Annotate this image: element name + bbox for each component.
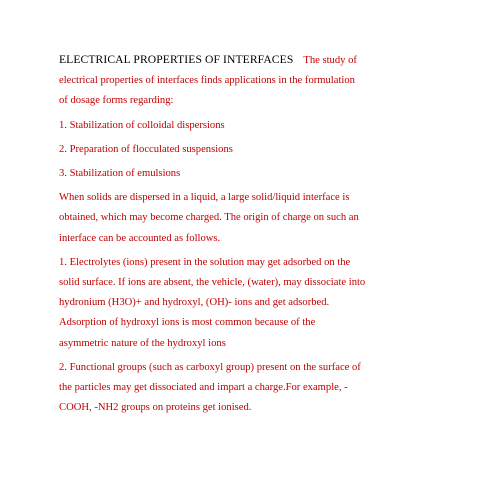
point-2-line-3: COOH, -NH2 groups on proteins get ionised.: [59, 402, 252, 414]
point-1-line-3: hydronium (H3O)+ and hydroxyl, (OH)- ions and get adsorbed.: [59, 297, 330, 309]
intro-line-2: electrical properties of interfaces finds applications in the formulation: [59, 75, 355, 87]
point-2-line-2: the particles may get dissociated and impart a charge.For example, -: [59, 382, 348, 394]
point-2-line-1: 2. Functional groups (such as carboxyl group) present on the surface of: [59, 361, 361, 373]
section-heading: ELECTRICAL PROPERTIES OF INTERFACES: [59, 53, 294, 66]
intro-line-1: The study of: [303, 55, 357, 66]
intro-line-3: of dosage forms regarding:: [59, 95, 174, 107]
point-1-line-1: 1. Electrolytes (ions) present in the solution may get adsorbed on the: [59, 256, 351, 268]
list-item-3: 3. Stabilization of emulsions: [59, 168, 181, 180]
paragraph-line-1: When solids are dispersed in a liquid, a large solid/liquid interface is: [59, 192, 350, 204]
title-line: [59, 50, 439, 71]
paragraph-line-3: interface can be accounted as follows.: [59, 232, 221, 244]
list-item-2: 2. Preparation of flocculated suspensions: [59, 143, 233, 155]
point-1-line-4: Adsorption of hydroxyl ions is most common because of the: [59, 317, 316, 329]
list-item-1: 1. Stabilization of colloidal dispersions: [59, 119, 225, 131]
point-1-line-5: asymmetric nature of the hydroxyl ions: [59, 337, 226, 349]
paragraph-line-2: obtained, which may become charged. The origin of charge on such an: [59, 212, 359, 224]
point-1-line-2: solid surface. If ions are absent, the vehicle, (water), may dissociate into: [59, 277, 366, 289]
document-content: [59, 50, 439, 418]
